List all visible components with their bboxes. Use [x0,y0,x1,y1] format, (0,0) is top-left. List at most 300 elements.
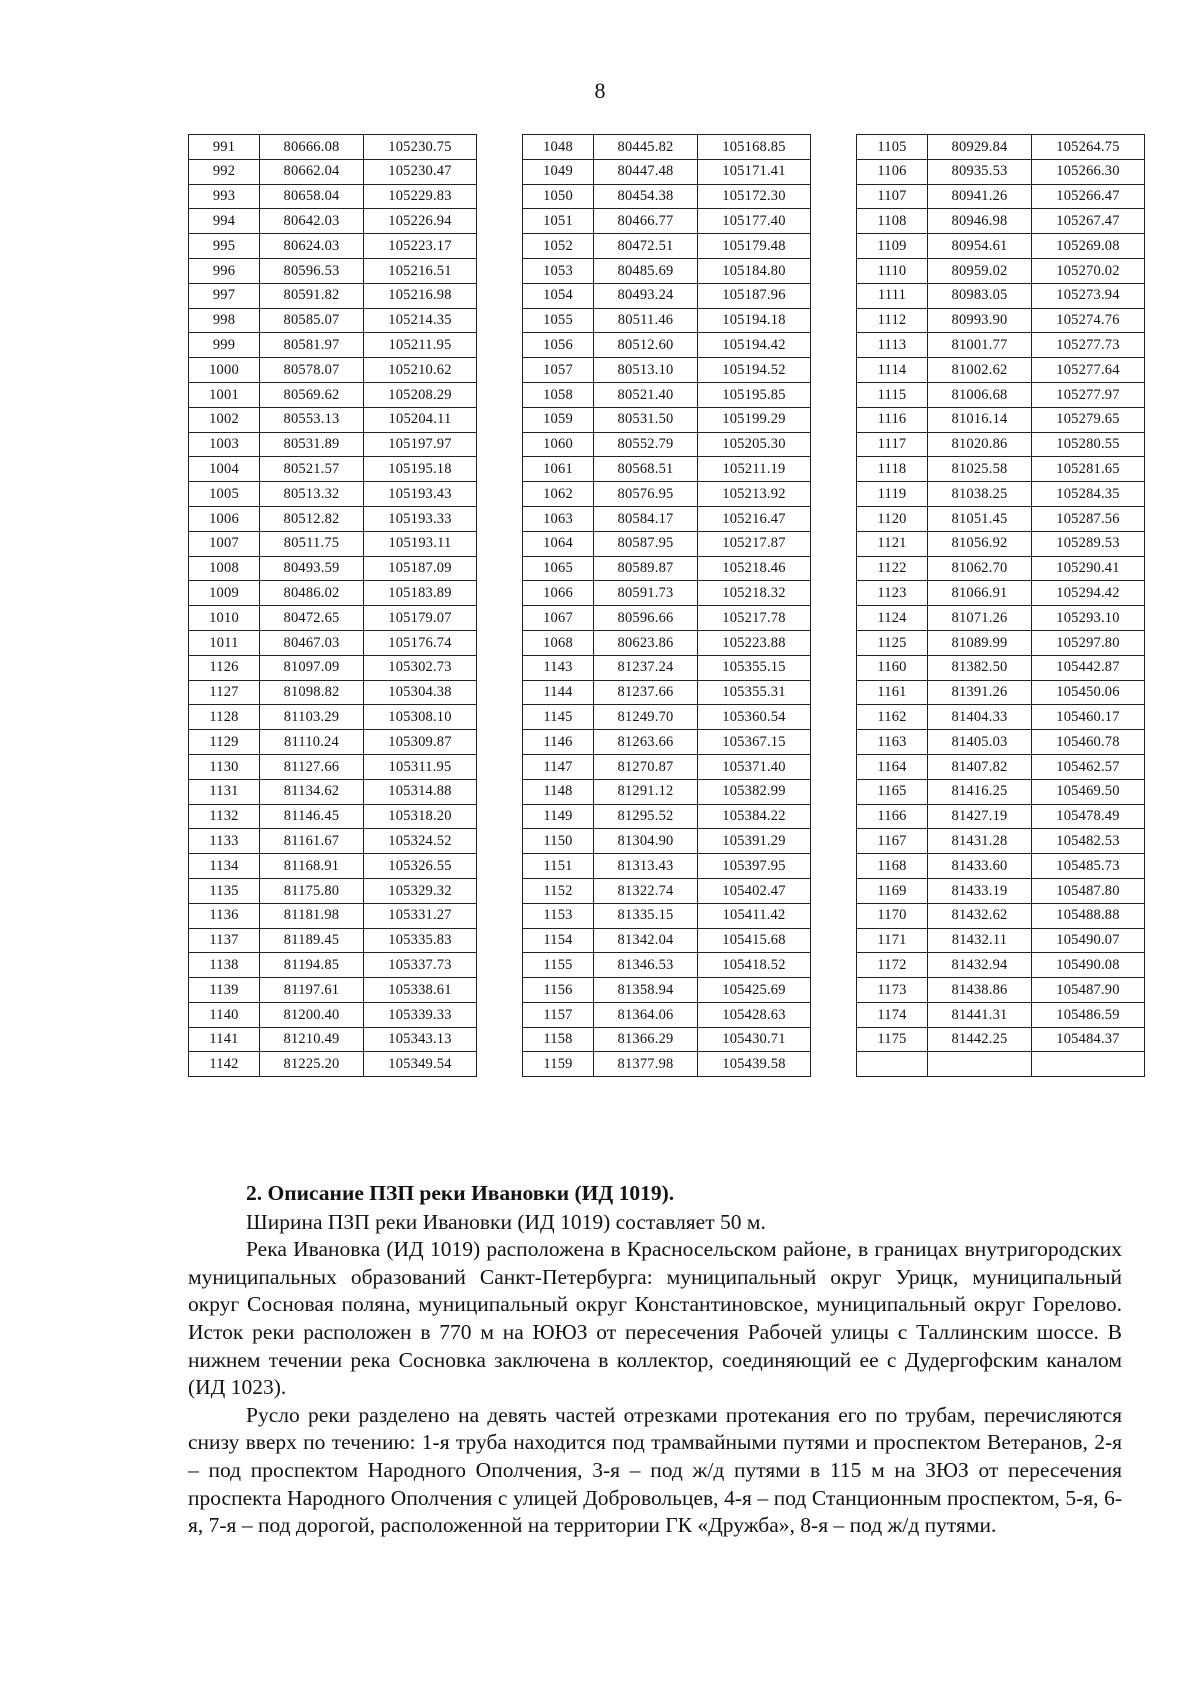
x-coordinate-cell: 80454.38 [594,184,698,209]
x-coordinate-cell: 81237.66 [594,680,698,705]
table-row [523,606,811,631]
table-row [857,234,1145,259]
y-coordinate-cell: 105266.47 [1032,184,1145,209]
y-coordinate-cell: 105195.18 [364,457,477,482]
table-row [523,358,811,383]
paragraph-width: Ширина ПЗП реки Ивановки (ИД 1019) составляет 50 м. [246,1209,766,1234]
table-row [857,209,1145,234]
table-row [857,482,1145,507]
point-number-cell: 1142 [189,1052,260,1077]
point-number-cell: 1154 [523,928,594,953]
y-coordinate-cell: 105367.15 [698,730,811,755]
table-row [857,159,1145,184]
y-coordinate-cell: 105277.73 [1032,333,1145,358]
x-coordinate-cell: 81097.09 [260,655,364,680]
point-number-cell: 1114 [857,358,928,383]
x-coordinate-cell: 81181.98 [260,903,364,928]
y-coordinate-cell: 105384.22 [698,804,811,829]
y-coordinate-cell: 105311.95 [364,754,477,779]
x-coordinate-cell: 81416.25 [928,779,1032,804]
y-coordinate-cell: 105487.80 [1032,878,1145,903]
y-coordinate-cell: 105371.40 [698,754,811,779]
x-coordinate-cell: 81407.82 [928,754,1032,779]
y-coordinate-cell: 105171.41 [698,159,811,184]
table-row [857,184,1145,209]
point-number-cell: 1068 [523,630,594,655]
table-row [523,854,811,879]
y-coordinate-cell: 105218.32 [698,581,811,606]
y-coordinate-cell: 105411.42 [698,903,811,928]
x-coordinate-cell: 81098.82 [260,680,364,705]
point-number-cell: 1169 [857,878,928,903]
point-number-cell: 997 [189,283,260,308]
paragraph-location: Река Ивановка (ИД 1019) расположена в Красносельском районе, в границах внутригородских муниципальных образований Санкт-Петербурга: муниципальный округ Урицк, муниципальный округ Сосновая поляна, муниципальный округ Константиновское, муниципальный округ Горелово. Исток реки расположен в 770 м на ЮЮЗ от пересечения Рабочей улицы с Таллинским шоссе. В нижнем течении река Сосновка заключена в коллектор, соединяющий ее с Дудергофским каналом (ИД 1023). [188,1237,1122,1400]
x-coordinate-cell: 80935.53 [928,159,1032,184]
point-number-cell: 1157 [523,1002,594,1027]
point-number-cell: 999 [189,333,260,358]
point-number-cell: 1158 [523,1027,594,1052]
table-row [523,506,811,531]
coordinates-table-1 [188,134,477,1077]
y-coordinate-cell: 105490.08 [1032,953,1145,978]
table-row [189,655,477,680]
y-coordinate-cell: 105223.88 [698,630,811,655]
point-number-cell: 1137 [189,928,260,953]
point-number-cell: 1115 [857,382,928,407]
table-row [523,258,811,283]
point-number-cell: 1110 [857,258,928,283]
table-row [857,382,1145,407]
table-row [523,804,811,829]
x-coordinate-cell: 81051.45 [928,506,1032,531]
y-coordinate-cell: 105195.85 [698,382,811,407]
x-coordinate-cell: 81442.25 [928,1027,1032,1052]
x-coordinate-cell: 81433.19 [928,878,1032,903]
table-row [523,135,811,160]
section-description [188,1180,1122,1540]
table-row [857,829,1145,854]
y-coordinate-cell: 105485.73 [1032,854,1145,879]
x-coordinate-cell: 81335.15 [594,903,698,928]
point-number-cell: 1153 [523,903,594,928]
table-row [857,457,1145,482]
y-coordinate-cell: 105187.96 [698,283,811,308]
x-coordinate-cell [928,1052,1032,1077]
table-row [189,878,477,903]
table-row [523,903,811,928]
y-coordinate-cell: 105360.54 [698,705,811,730]
y-coordinate-cell: 105486.59 [1032,1002,1145,1027]
table-row [857,358,1145,383]
table-row [523,432,811,457]
point-number-cell: 1123 [857,581,928,606]
y-coordinate-cell: 105217.78 [698,606,811,631]
table-row [189,606,477,631]
point-number-cell: 1121 [857,531,928,556]
point-number-cell: 1004 [189,457,260,482]
y-coordinate-cell: 105355.15 [698,655,811,680]
point-number-cell: 1066 [523,581,594,606]
point-number-cell: 1147 [523,754,594,779]
y-coordinate-cell: 105482.53 [1032,829,1145,854]
point-number-cell: 1113 [857,333,928,358]
point-number-cell: 1174 [857,1002,928,1027]
x-coordinate-cell: 81346.53 [594,953,698,978]
table-row [189,234,477,259]
y-coordinate-cell: 105460.17 [1032,705,1145,730]
y-coordinate-cell: 105430.71 [698,1027,811,1052]
point-number-cell: 1155 [523,953,594,978]
point-number-cell: 1145 [523,705,594,730]
y-coordinate-cell: 105230.47 [364,159,477,184]
point-number-cell: 1131 [189,779,260,804]
point-number-cell: 1058 [523,382,594,407]
x-coordinate-cell: 81295.52 [594,804,698,829]
x-coordinate-cell: 80531.89 [260,432,364,457]
table-row [857,432,1145,457]
x-coordinate-cell: 80666.08 [260,135,364,160]
y-coordinate-cell: 105194.42 [698,333,811,358]
x-coordinate-cell: 81432.62 [928,903,1032,928]
y-coordinate-cell: 105397.95 [698,854,811,879]
table-row [189,953,477,978]
point-number-cell: 1136 [189,903,260,928]
x-coordinate-cell: 81263.66 [594,730,698,755]
y-coordinate-cell: 105194.52 [698,358,811,383]
y-coordinate-cell: 105487.90 [1032,978,1145,1003]
x-coordinate-cell: 80576.95 [594,482,698,507]
x-coordinate-cell: 81433.60 [928,854,1032,879]
table-row [857,705,1145,730]
x-coordinate-cell: 81237.24 [594,655,698,680]
x-coordinate-cell: 81225.20 [260,1052,364,1077]
point-number-cell: 1156 [523,978,594,1003]
table-row [857,1052,1145,1077]
point-number-cell: 1149 [523,804,594,829]
x-coordinate-cell: 80658.04 [260,184,364,209]
table-row [523,159,811,184]
table-row [857,854,1145,879]
x-coordinate-cell: 81134.62 [260,779,364,804]
y-coordinate-cell: 105281.65 [1032,457,1145,482]
y-coordinate-cell: 105184.80 [698,258,811,283]
table-row [523,531,811,556]
x-coordinate-cell: 80513.32 [260,482,364,507]
table-row [857,903,1145,928]
x-coordinate-cell: 81089.99 [928,630,1032,655]
point-number-cell: 1064 [523,531,594,556]
y-coordinate-cell: 105193.33 [364,506,477,531]
y-coordinate-cell: 105273.94 [1032,283,1145,308]
y-coordinate-cell: 105349.54 [364,1052,477,1077]
point-number-cell: 1056 [523,333,594,358]
table-row [857,779,1145,804]
x-coordinate-cell: 80929.84 [928,135,1032,160]
table-row [857,581,1145,606]
table-row [523,978,811,1003]
y-coordinate-cell: 105205.30 [698,432,811,457]
x-coordinate-cell: 81071.26 [928,606,1032,631]
y-coordinate-cell: 105425.69 [698,978,811,1003]
paragraph-pipes: Русло реки разделено на девять частей отрезками протекания его по трубам, перечисляются снизу вверх по течению: 1-я труба находится под трамвайными путями и проспектом Ветеранов, 2-я – под проспектом Народного Ополчения, 3-я – под ж/д путями в 115 м на ЗЮЗ от пересечения проспекта Народного Ополчения с улицей Добровольцев, 4-я – под Станционным проспектом, 5-я, 6-я, 7-я – под дорогой, расположенной на территории ГК «Дружба», 8-я – под ж/д путями. [188,1402,1122,1538]
y-coordinate-cell: 105204.11 [364,407,477,432]
point-number-cell: 1049 [523,159,594,184]
x-coordinate-cell: 81006.68 [928,382,1032,407]
x-coordinate-cell: 81110.24 [260,730,364,755]
y-coordinate-cell: 105279.65 [1032,407,1145,432]
y-coordinate-cell: 105223.17 [364,234,477,259]
point-number-cell: 1062 [523,482,594,507]
y-coordinate-cell: 105269.08 [1032,234,1145,259]
x-coordinate-cell: 80959.02 [928,258,1032,283]
x-coordinate-cell: 80585.07 [260,308,364,333]
table-row [857,1002,1145,1027]
y-coordinate-cell: 105277.97 [1032,382,1145,407]
point-number-cell: 1167 [857,829,928,854]
point-number-cell: 1164 [857,754,928,779]
page-number: 8 [594,78,606,103]
table-row [189,978,477,1003]
x-coordinate-cell: 81168.91 [260,854,364,879]
y-coordinate-cell: 105179.07 [364,606,477,631]
table-row [189,382,477,407]
y-coordinate-cell: 105314.88 [364,779,477,804]
x-coordinate-cell: 81066.91 [928,581,1032,606]
x-coordinate-cell: 81194.85 [260,953,364,978]
point-number-cell: 1065 [523,556,594,581]
y-coordinate-cell: 105226.94 [364,209,477,234]
x-coordinate-cell: 81322.74 [594,878,698,903]
y-coordinate-cell: 105274.76 [1032,308,1145,333]
x-coordinate-cell: 80467.03 [260,630,364,655]
x-coordinate-cell: 80623.86 [594,630,698,655]
y-coordinate-cell: 105335.83 [364,928,477,953]
table-row [523,680,811,705]
x-coordinate-cell: 81431.28 [928,829,1032,854]
y-coordinate-cell: 105270.02 [1032,258,1145,283]
point-number-cell: 1053 [523,258,594,283]
table-row [189,705,477,730]
table-row [189,457,477,482]
point-number-cell: 992 [189,159,260,184]
y-coordinate-cell: 105183.89 [364,581,477,606]
table-row [857,878,1145,903]
x-coordinate-cell: 81342.04 [594,928,698,953]
point-number-cell: 1132 [189,804,260,829]
y-coordinate-cell: 105297.80 [1032,630,1145,655]
x-coordinate-cell: 80589.87 [594,556,698,581]
point-number-cell: 995 [189,234,260,259]
table-row [189,333,477,358]
table-row [189,308,477,333]
table-row [523,630,811,655]
y-coordinate-cell: 105216.47 [698,506,811,531]
y-coordinate-cell: 105193.11 [364,531,477,556]
y-coordinate-cell: 105294.42 [1032,581,1145,606]
point-number-cell: 1165 [857,779,928,804]
point-number-cell: 994 [189,209,260,234]
y-coordinate-cell: 105391.29 [698,829,811,854]
table-row [523,1052,811,1077]
x-coordinate-cell: 81002.62 [928,358,1032,383]
table-row [523,1002,811,1027]
table-row [189,630,477,655]
y-coordinate-cell: 105187.09 [364,556,477,581]
x-coordinate-cell: 80512.60 [594,333,698,358]
point-number-cell: 1117 [857,432,928,457]
x-coordinate-cell: 80472.65 [260,606,364,631]
x-coordinate-cell: 81175.80 [260,878,364,903]
x-coordinate-cell: 80511.46 [594,308,698,333]
point-number-cell: 1001 [189,382,260,407]
point-number-cell: 1133 [189,829,260,854]
x-coordinate-cell: 81038.25 [928,482,1032,507]
x-coordinate-cell: 80941.26 [928,184,1032,209]
x-coordinate-cell: 80596.66 [594,606,698,631]
point-number-cell: 1152 [523,878,594,903]
point-number-cell: 1108 [857,209,928,234]
point-number-cell: 1135 [189,878,260,903]
y-coordinate-cell: 105337.73 [364,953,477,978]
table-row [857,1027,1145,1052]
point-number-cell: 1140 [189,1002,260,1027]
y-coordinate-cell: 105230.75 [364,135,477,160]
x-coordinate-cell: 81432.11 [928,928,1032,953]
x-coordinate-cell: 81438.86 [928,978,1032,1003]
x-coordinate-cell: 81366.29 [594,1027,698,1052]
point-number-cell: 1003 [189,432,260,457]
point-number-cell: 1116 [857,407,928,432]
y-coordinate-cell: 105339.33 [364,1002,477,1027]
point-number-cell: 1160 [857,655,928,680]
table-row [523,928,811,953]
point-number-cell: 996 [189,258,260,283]
x-coordinate-cell: 81146.45 [260,804,364,829]
y-coordinate-cell: 105343.13 [364,1027,477,1052]
x-coordinate-cell: 81056.92 [928,531,1032,556]
x-coordinate-cell: 80591.82 [260,283,364,308]
table-row [857,978,1145,1003]
point-number-cell: 1122 [857,556,928,581]
x-coordinate-cell: 81364.06 [594,1002,698,1027]
y-coordinate-cell: 105266.30 [1032,159,1145,184]
x-coordinate-cell: 81377.98 [594,1052,698,1077]
y-coordinate-cell: 105490.07 [1032,928,1145,953]
point-number-cell: 1141 [189,1027,260,1052]
y-coordinate-cell: 105280.55 [1032,432,1145,457]
point-number-cell: 1105 [857,135,928,160]
y-coordinate-cell: 105382.99 [698,779,811,804]
x-coordinate-cell: 80445.82 [594,135,698,160]
point-number-cell: 1060 [523,432,594,457]
table-row [857,135,1145,160]
table-row [523,953,811,978]
y-coordinate-cell: 105210.62 [364,358,477,383]
x-coordinate-cell: 80578.07 [260,358,364,383]
x-coordinate-cell: 80485.69 [594,258,698,283]
point-number-cell: 1051 [523,209,594,234]
point-number-cell: 1172 [857,953,928,978]
y-coordinate-cell: 105478.49 [1032,804,1145,829]
y-coordinate-cell: 105193.43 [364,482,477,507]
x-coordinate-cell: 80946.98 [928,209,1032,234]
point-number-cell: 991 [189,135,260,160]
point-number-cell: 1002 [189,407,260,432]
x-coordinate-cell: 81200.40 [260,1002,364,1027]
point-number-cell: 1112 [857,308,928,333]
x-coordinate-cell: 80584.17 [594,506,698,531]
coordinates-table-3 [856,134,1145,1077]
point-number-cell: 1120 [857,506,928,531]
x-coordinate-cell: 80493.24 [594,283,698,308]
table-row [189,779,477,804]
table-row [857,606,1145,631]
point-number-cell: 1125 [857,630,928,655]
point-number-cell: 1151 [523,854,594,879]
point-number-cell: 1170 [857,903,928,928]
point-number-cell: 1111 [857,283,928,308]
table-row [189,1002,477,1027]
table-row [189,506,477,531]
point-number-cell [857,1052,928,1077]
table-row [189,432,477,457]
y-coordinate-cell: 105172.30 [698,184,811,209]
y-coordinate-cell: 105208.29 [364,382,477,407]
y-coordinate-cell: 105179.48 [698,234,811,259]
point-number-cell: 1061 [523,457,594,482]
x-coordinate-cell: 80642.03 [260,209,364,234]
point-number-cell: 1150 [523,829,594,854]
x-coordinate-cell: 81304.90 [594,829,698,854]
point-number-cell: 1173 [857,978,928,1003]
x-coordinate-cell: 80569.62 [260,382,364,407]
point-number-cell: 1138 [189,953,260,978]
x-coordinate-cell: 81427.19 [928,804,1032,829]
table-row [857,531,1145,556]
table-row [189,1052,477,1077]
table-row [189,209,477,234]
x-coordinate-cell: 80596.53 [260,258,364,283]
y-coordinate-cell: 105194.18 [698,308,811,333]
point-number-cell: 1161 [857,680,928,705]
point-number-cell: 1143 [523,655,594,680]
point-number-cell: 1139 [189,978,260,1003]
y-coordinate-cell: 105326.55 [364,854,477,879]
point-number-cell: 1130 [189,754,260,779]
y-coordinate-cell: 105338.61 [364,978,477,1003]
y-coordinate-cell: 105168.85 [698,135,811,160]
point-number-cell: 1008 [189,556,260,581]
point-number-cell: 1128 [189,705,260,730]
point-number-cell: 1059 [523,407,594,432]
table-row [523,407,811,432]
table-row [857,283,1145,308]
y-coordinate-cell: 105176.74 [364,630,477,655]
x-coordinate-cell: 80553.13 [260,407,364,432]
y-coordinate-cell: 105450.06 [1032,680,1145,705]
table-row [189,854,477,879]
y-coordinate-cell: 105484.37 [1032,1027,1145,1052]
x-coordinate-cell: 80486.02 [260,581,364,606]
x-coordinate-cell: 81016.14 [928,407,1032,432]
table-row [189,754,477,779]
table-row [857,804,1145,829]
table-row [523,730,811,755]
x-coordinate-cell: 81103.29 [260,705,364,730]
x-coordinate-cell: 81382.50 [928,655,1032,680]
point-number-cell: 1144 [523,680,594,705]
x-coordinate-cell: 81405.03 [928,730,1032,755]
